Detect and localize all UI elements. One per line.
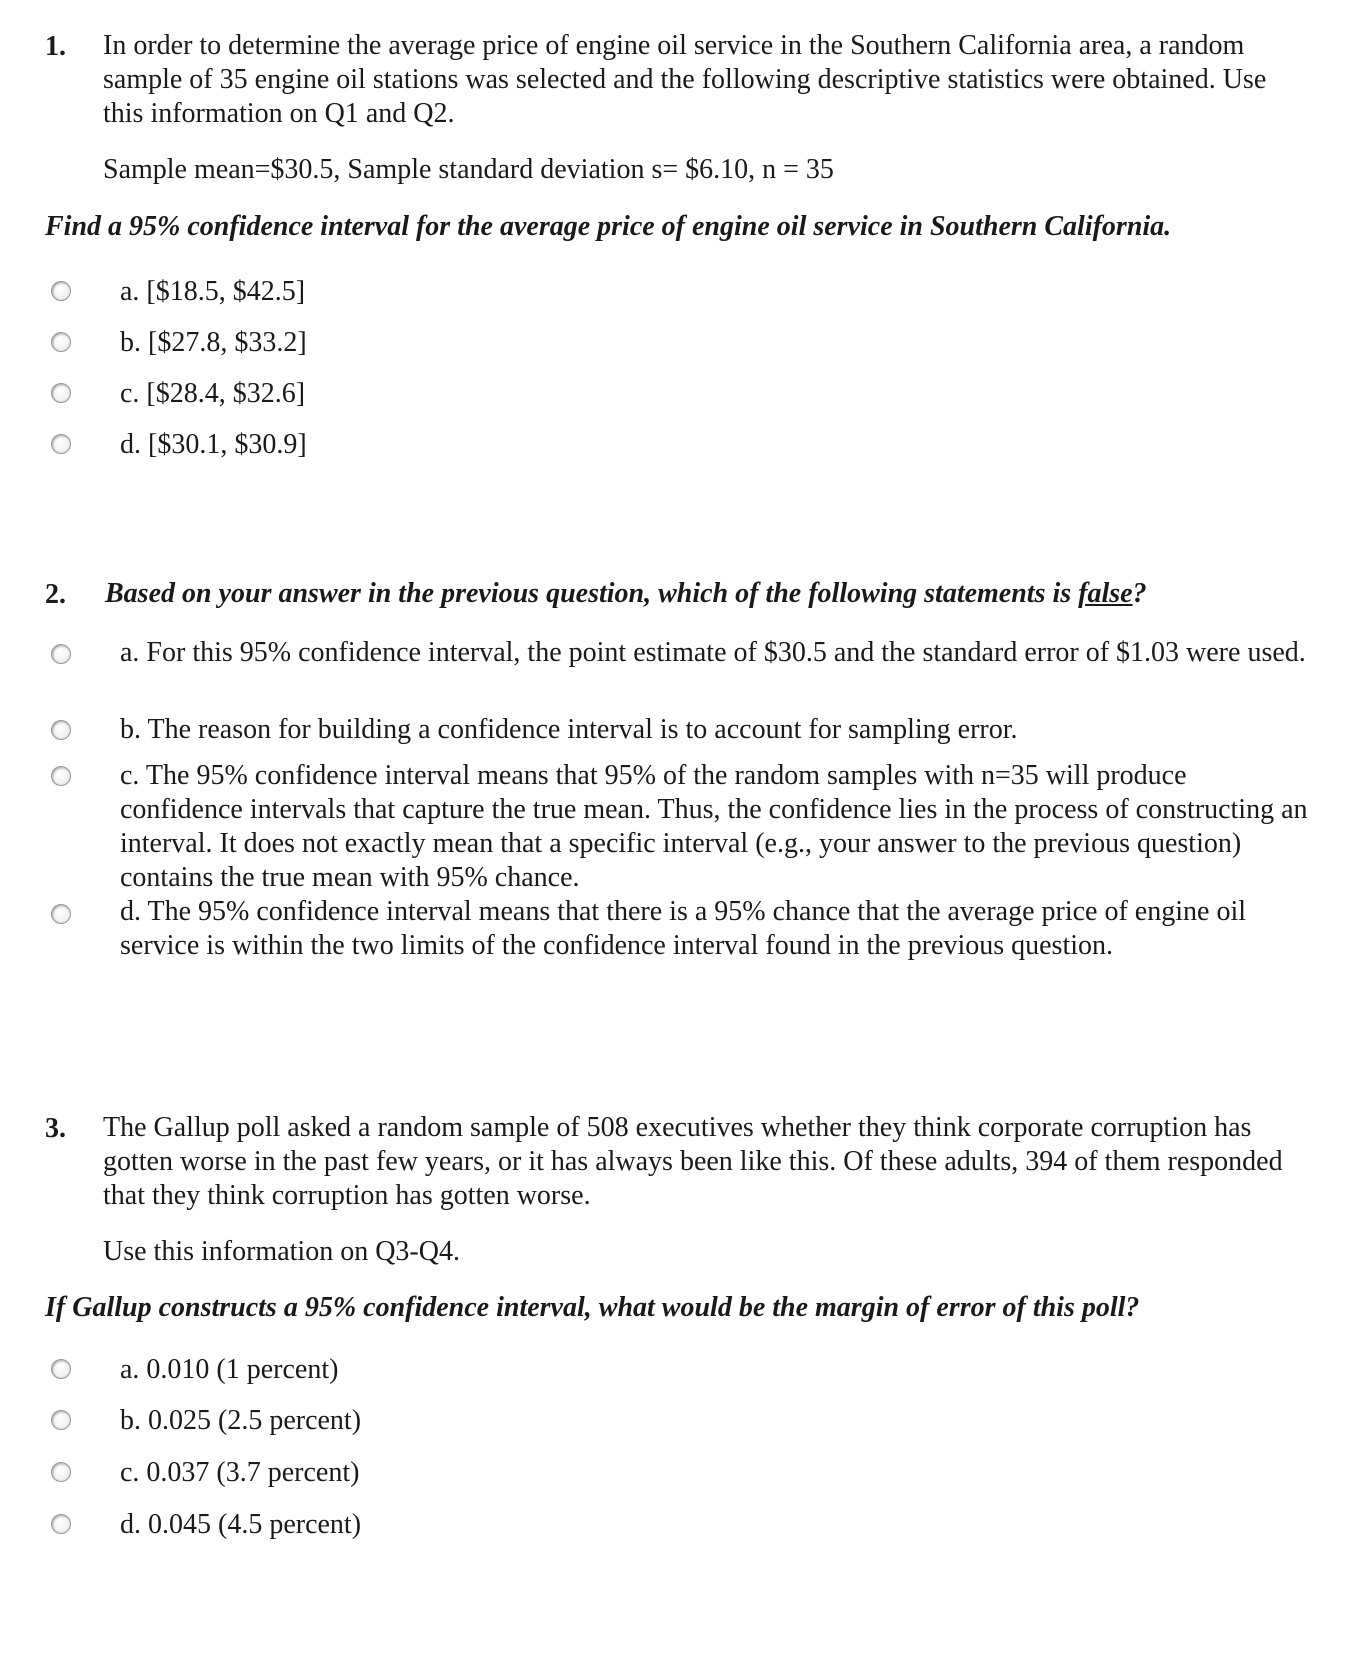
prompt-text: Based on your answer in the previous question, which of the following statements is <box>105 578 1079 609</box>
option-label: b. [$27.8, $33.2] <box>120 327 307 358</box>
option-label: a. For this 95% confidence interval, the point estimate of $30.5 and the standard error of $1.03 were used. <box>120 637 1306 668</box>
option-label: b. The reason for building a confidence interval is to account for sampling error. <box>120 714 1018 745</box>
question-prompt: If Gallup constructs a 95% confidence interval, what would be the margin of error of this poll? <box>45 1292 1140 1323</box>
prompt-emphasis: false <box>1078 578 1133 609</box>
option-label: d. 0.045 (4.5 percent) <box>120 1509 362 1540</box>
radio-button[interactable] <box>51 1359 71 1379</box>
radio-button[interactable] <box>51 281 71 301</box>
question-prompt: Find a 95% confidence interval for the average price of engine oil service in Southern California. <box>45 211 1172 242</box>
option-label: d. [$30.1, $30.9] <box>120 429 307 460</box>
radio-button[interactable] <box>51 383 71 403</box>
radio-button[interactable] <box>51 766 71 786</box>
prompt-end: ? <box>1132 578 1147 609</box>
radio-button[interactable] <box>51 720 71 740</box>
question-number: 3. <box>45 1113 66 1144</box>
question-note: Use this information on Q3-Q4. <box>103 1236 460 1267</box>
option-label: c. 0.037 (3.7 percent) <box>120 1457 360 1488</box>
radio-button[interactable] <box>51 1410 71 1430</box>
radio-button[interactable] <box>51 644 71 664</box>
sample-statistics: Sample mean=$30.5, Sample standard deviation s= $6.10, n = 35 <box>103 154 834 185</box>
option-label: a. 0.010 (1 percent) <box>120 1354 339 1385</box>
radio-button[interactable] <box>51 1514 71 1534</box>
question-intro: The Gallup poll asked a random sample of 508 executives whether they think corporate corruption has gotten worse in the past few years, or it has always been like this. Of these adults, 394 of them responded that they think corruption has gotten worse. <box>103 1112 1283 1211</box>
option-label: d. The 95% confidence interval means that there is a 95% chance that the average price of engine oil service is within the two limits of the confidence interval found in the previous question. <box>120 896 1247 961</box>
radio-button[interactable] <box>51 434 71 454</box>
radio-button[interactable] <box>51 332 71 352</box>
question-number: 2. <box>45 579 66 610</box>
option-label: a. [$18.5, $42.5] <box>120 276 306 307</box>
option-label: c. [$28.4, $32.6] <box>120 378 306 409</box>
question-number: 1. <box>45 31 66 62</box>
option-label: b. 0.025 (2.5 percent) <box>120 1405 362 1436</box>
radio-button[interactable] <box>51 904 71 924</box>
option-label: c. The 95% confidence interval means that 95% of the random samples with n=35 will produce confidence intervals that capture the true mean. Thus, the confidence lies in the process of constructing an interval. It does not exactly mean that a specific interval (e.g., your answer to the previous question) contains the true mean with 95% chance. <box>120 760 1308 893</box>
radio-button[interactable] <box>51 1462 71 1482</box>
question-prompt <box>105 577 1347 611</box>
question-intro: In order to determine the average price of engine oil service in the Southern California area, a random sample of 35 engine oil stations was selected and the following descriptive statistics were obtained. Use this information on Q1 and Q2. <box>103 30 1267 129</box>
